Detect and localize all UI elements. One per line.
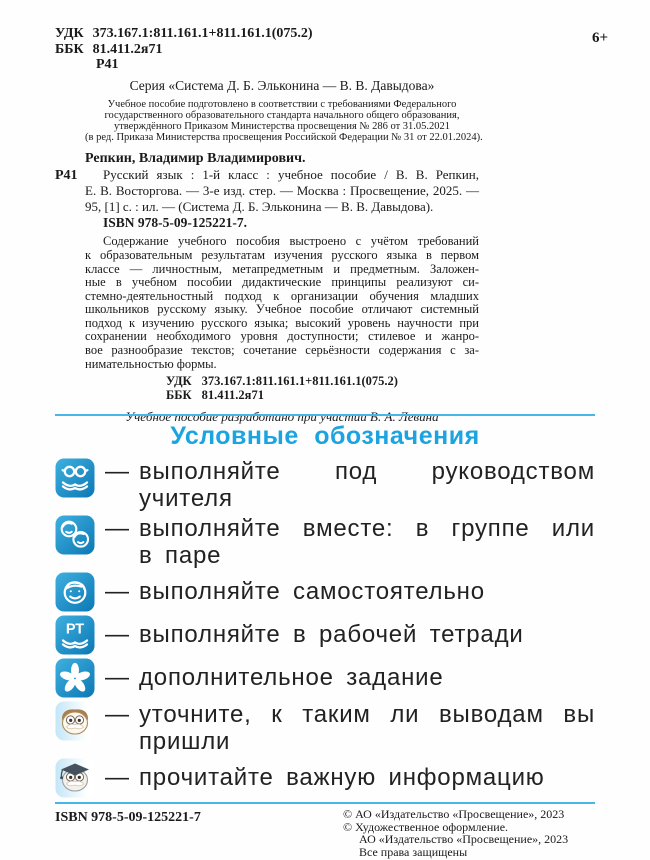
- group-work-icon: [55, 515, 95, 555]
- legend-item-text: [139, 658, 595, 691]
- legend-item: [55, 615, 595, 655]
- biblio-line: 95, [1] с. : ил. — (Система Д. Б. Эльконина — В. В. Давыдова).: [85, 199, 434, 215]
- fgos-line: утверждённого Приказом Министерства просвещения № 286 от 31.05.2021: [113, 120, 451, 132]
- legend-dash: —: [105, 578, 129, 605]
- catalog-code-hanging: Р41: [55, 168, 78, 184]
- annotation-line: нимательностью формы.: [85, 356, 217, 371]
- legend-title: Условные обозначения: [170, 422, 480, 450]
- age-rating-badge: 6+: [591, 30, 608, 46]
- annotation-line: школьников русскому языку. Учебное пособие отличают системный: [85, 302, 479, 317]
- catalog-code: Р41: [96, 57, 119, 72]
- legend-item-line: уточните, к таким ли выводам вы: [139, 701, 595, 728]
- legend-item: [55, 572, 595, 612]
- biblio-line: Русский язык : 1-й класс : учебное пособие / В. В. Репкин,: [103, 167, 479, 183]
- biblio-line: Е. В. Восторгова. — 3-е изд. стер. — Москва : Просвещение, 2025. —: [85, 183, 479, 199]
- bottom-divider-rule: [55, 802, 595, 804]
- udk-bottom-value: 373.167.1:811.161.1+811.161.1(075.2): [201, 374, 398, 389]
- legend-dash: —: [105, 458, 129, 485]
- annotation-line: вое разнообразие текстов; сочетание серьёзности содержания с за-: [85, 343, 479, 358]
- legend-item-line: выполняйте самостоятельно: [139, 578, 485, 605]
- legend-dash: —: [105, 764, 129, 791]
- footer-section: [55, 807, 595, 859]
- legend-item: [55, 515, 595, 569]
- fgos-statement: [85, 98, 483, 144]
- legend-item-line: выполняйте вместе: в группе или: [139, 515, 595, 542]
- copyright-line: АО «Издательство «Просвещение», 2023: [359, 832, 569, 847]
- author-heading: Репкин, Владимир Владимирович.: [85, 151, 306, 167]
- udk-label: УДК: [55, 26, 84, 41]
- legend-item-line: дополнительное задание: [139, 664, 444, 691]
- annotation-line: подход к изучению русского языка; высокий уровень научности при: [85, 315, 479, 330]
- legend-item-line: выполняйте под руководством: [139, 458, 595, 485]
- extra-task-icon: [55, 658, 95, 698]
- credit-line: Учебное пособие разработано при участии В. А. Левина: [125, 408, 439, 424]
- bbk-bottom-label: ББК: [166, 387, 192, 402]
- bbk-value: 81.411.2я71: [92, 41, 163, 57]
- annotation-paragraph: [85, 235, 479, 371]
- bbk-line: [55, 42, 479, 58]
- workbook-icon: [55, 615, 95, 655]
- legend-item: [55, 758, 595, 798]
- legend-section: [55, 422, 595, 801]
- legend-dash: —: [105, 701, 129, 728]
- legend-items: [55, 458, 595, 798]
- copyright-block: [343, 808, 595, 858]
- legend-item-text: [139, 758, 595, 791]
- udk-line: [55, 26, 479, 42]
- udk-bbk-bottom-block: [85, 375, 479, 404]
- bbk-label: ББК: [55, 41, 84, 57]
- legend-item-text: [139, 458, 595, 512]
- fgos-line: (в ред. Приказа Министерства просвещения Российской Федерации № 31 от 22.01.2024).: [85, 132, 483, 144]
- legend-item: [55, 658, 595, 698]
- top-divider-rule: [55, 414, 595, 416]
- legend-item-text: [139, 615, 595, 648]
- bbk-bottom-line: [166, 389, 398, 403]
- teacher-guided-icon: [55, 458, 95, 498]
- annotation-line: ные в учебном пособии дидактические принципы реализуют си-: [85, 275, 479, 290]
- legend-item-line: в паре: [139, 542, 222, 569]
- copyright-line: © АО «Издательство «Просвещение», 2023: [343, 807, 565, 821]
- fgos-line: государственного образовательного стандарта начального общего образования,: [104, 109, 460, 121]
- udk-bottom-line: [166, 375, 398, 389]
- annotation-line: Содержание учебного пособия выстроено с учётом требований: [103, 234, 479, 249]
- legend-item-line: учителя: [139, 485, 233, 512]
- bbk-bottom-value: 81.411.2я71: [201, 387, 264, 402]
- legend-dash: —: [105, 664, 129, 691]
- annotation-line: к образовательным результатам изучения русского языка в первом: [85, 247, 479, 262]
- udk-bottom-label: УДК: [166, 374, 192, 389]
- legend-item-text: [139, 572, 595, 605]
- bibliographic-description: [85, 167, 479, 215]
- legend-item-text: [139, 515, 595, 569]
- annotation-line: классе — личностным, метапредметным и предметным. Заложен-: [85, 261, 479, 276]
- legend-item: [55, 458, 595, 512]
- legend-dash: —: [105, 621, 129, 648]
- bibliographic-entry: [55, 167, 479, 231]
- udk-value: 373.167.1:811.161.1+811.161.1(075.2): [92, 26, 313, 41]
- copyright-line: Все права защищены: [359, 844, 468, 859]
- annotation-line: стемно-деятельностный подход к организации обучения младших: [85, 288, 479, 303]
- legend-item-line: прочитайте важную информацию: [139, 764, 545, 791]
- annotation-line: сохранении необходимого уровня доступности; стилевое и жанро-: [85, 329, 479, 344]
- legend-item-line: пришли: [139, 728, 231, 755]
- footer-isbn: ISBN 978-5-09-125221-7: [55, 810, 201, 825]
- copyright-line: © Художественное оформление.: [343, 819, 509, 834]
- check-conclusions-icon: [55, 701, 95, 741]
- important-info-icon: [55, 758, 95, 798]
- series-line: Серия «Система Д. Б. Эльконина — В. В. Давыдова»: [129, 77, 435, 93]
- fgos-line: Учебное пособие подготовлено в соответствии с требованиями Федерального: [107, 98, 457, 110]
- legend-dash: —: [105, 515, 129, 542]
- independent-work-icon: [55, 572, 95, 612]
- legend-item-text: [139, 701, 595, 755]
- svg-text:РТ: РТ: [65, 621, 85, 638]
- legend-item-line: выполняйте в рабочей тетради: [139, 621, 524, 648]
- isbn-line: ISBN 978-5-09-125221-7.: [103, 215, 247, 231]
- legend-item: [55, 701, 595, 755]
- imprint-section: [55, 26, 483, 424]
